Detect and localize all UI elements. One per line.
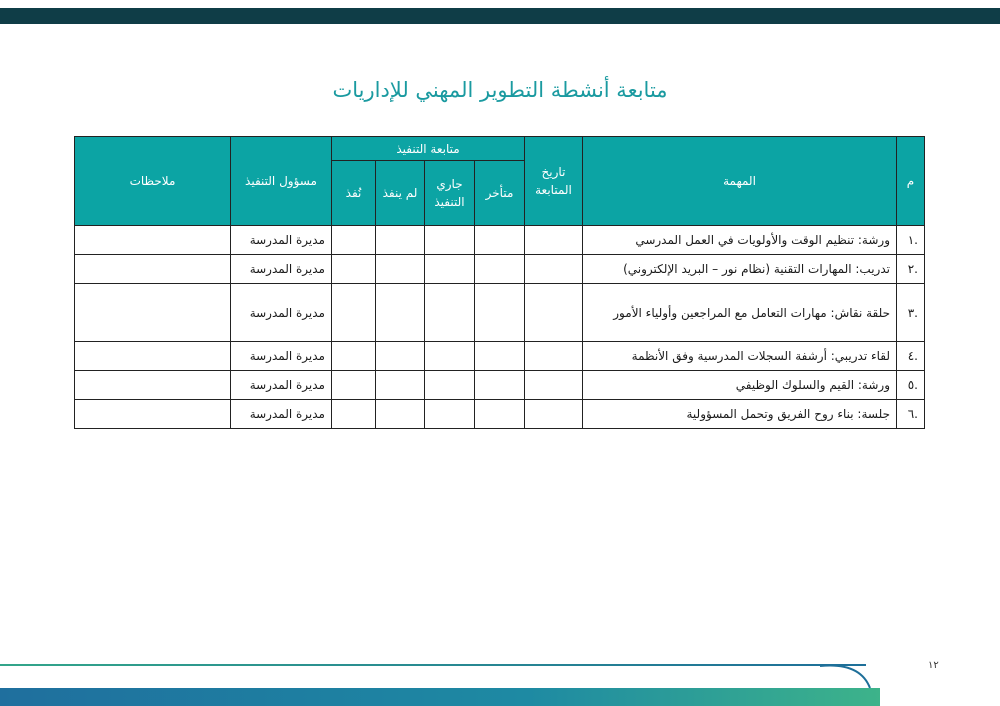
- row-in-progress-cell[interactable]: [425, 371, 475, 400]
- row-num: .٤: [897, 342, 925, 371]
- row-responsible: مديرة المدرسة: [231, 284, 332, 342]
- header-followup-group: متابعة التنفيذ: [332, 137, 525, 161]
- row-done-cell[interactable]: [332, 400, 376, 429]
- row-notes-cell[interactable]: [75, 342, 231, 371]
- row-in-progress-cell[interactable]: [425, 255, 475, 284]
- row-responsible: مديرة المدرسة: [231, 255, 332, 284]
- row-late-cell[interactable]: [475, 371, 525, 400]
- row-not-done-cell[interactable]: [376, 400, 425, 429]
- row-task: ورشة: القيم والسلوك الوظيفي: [583, 371, 897, 400]
- row-in-progress-cell[interactable]: [425, 226, 475, 255]
- header-followup-date: تاريخ المتابعة: [525, 137, 583, 226]
- row-num: .٦: [897, 400, 925, 429]
- row-task: حلقة نقاش: مهارات التعامل مع المراجعين وأولياء الأمور: [583, 284, 897, 342]
- activities-table: [74, 136, 925, 429]
- row-in-progress-cell[interactable]: [425, 284, 475, 342]
- row-in-progress-cell[interactable]: [425, 400, 475, 429]
- header-responsible: مسؤول التنفيذ: [231, 137, 332, 226]
- row-done-cell[interactable]: [332, 371, 376, 400]
- footer-bar: [0, 688, 880, 706]
- row-not-done-cell[interactable]: [376, 342, 425, 371]
- header-done: نُفذ: [332, 161, 376, 226]
- page-title: متابعة أنشطة التطوير المهني للإداريات: [332, 78, 668, 102]
- footer-curve: [820, 660, 880, 690]
- page-number: ١٢: [928, 660, 939, 671]
- row-task: لقاء تدريبي: أرشفة السجلات المدرسية وفق الأنظمة: [583, 342, 897, 371]
- row-done-cell[interactable]: [332, 342, 376, 371]
- row-not-done-cell[interactable]: [376, 284, 425, 342]
- row-num: .٢: [897, 255, 925, 284]
- row-responsible: مديرة المدرسة: [231, 371, 332, 400]
- row-notes-cell[interactable]: [75, 371, 231, 400]
- table-row: [75, 226, 925, 255]
- row-date-cell[interactable]: [525, 342, 583, 371]
- row-date-cell[interactable]: [525, 371, 583, 400]
- row-date-cell[interactable]: [525, 284, 583, 342]
- row-late-cell[interactable]: [475, 400, 525, 429]
- row-notes-cell[interactable]: [75, 400, 231, 429]
- header-late: متأخر: [475, 161, 525, 226]
- row-task: تدريب: المهارات التقنية (نظام نور – البريد الإلكتروني): [583, 255, 897, 284]
- row-date-cell[interactable]: [525, 226, 583, 255]
- row-num: .٥: [897, 371, 925, 400]
- row-notes-cell[interactable]: [75, 226, 231, 255]
- top-bar: [0, 8, 1000, 24]
- row-responsible: مديرة المدرسة: [231, 226, 332, 255]
- row-not-done-cell[interactable]: [376, 255, 425, 284]
- header-not-done: لم ينفذ: [376, 161, 425, 226]
- row-date-cell[interactable]: [525, 400, 583, 429]
- footer-line: [0, 664, 866, 666]
- header-notes: ملاحظات: [75, 137, 231, 226]
- row-notes-cell[interactable]: [75, 284, 231, 342]
- table-row: [75, 342, 925, 371]
- row-date-cell[interactable]: [525, 255, 583, 284]
- row-in-progress-cell[interactable]: [425, 342, 475, 371]
- table-row: [75, 284, 925, 342]
- row-done-cell[interactable]: [332, 226, 376, 255]
- row-late-cell[interactable]: [475, 255, 525, 284]
- row-task: جلسة: بناء روح الفريق وتحمل المسؤولية: [583, 400, 897, 429]
- row-late-cell[interactable]: [475, 284, 525, 342]
- row-done-cell[interactable]: [332, 284, 376, 342]
- row-task: ورشة: تنظيم الوقت والأولويات في العمل المدرسي: [583, 226, 897, 255]
- header-task: المهمة: [583, 137, 897, 226]
- row-notes-cell[interactable]: [75, 255, 231, 284]
- table-row: [75, 255, 925, 284]
- row-not-done-cell[interactable]: [376, 371, 425, 400]
- row-num: .١: [897, 226, 925, 255]
- row-late-cell[interactable]: [475, 226, 525, 255]
- table-row: [75, 400, 925, 429]
- row-not-done-cell[interactable]: [376, 226, 425, 255]
- header-num: م: [897, 137, 925, 226]
- table-row: [75, 371, 925, 400]
- row-late-cell[interactable]: [475, 342, 525, 371]
- row-responsible: مديرة المدرسة: [231, 342, 332, 371]
- row-num: .٣: [897, 284, 925, 342]
- row-responsible: مديرة المدرسة: [231, 400, 332, 429]
- header-in-progress: جاري التنفيذ: [425, 161, 475, 226]
- row-done-cell[interactable]: [332, 255, 376, 284]
